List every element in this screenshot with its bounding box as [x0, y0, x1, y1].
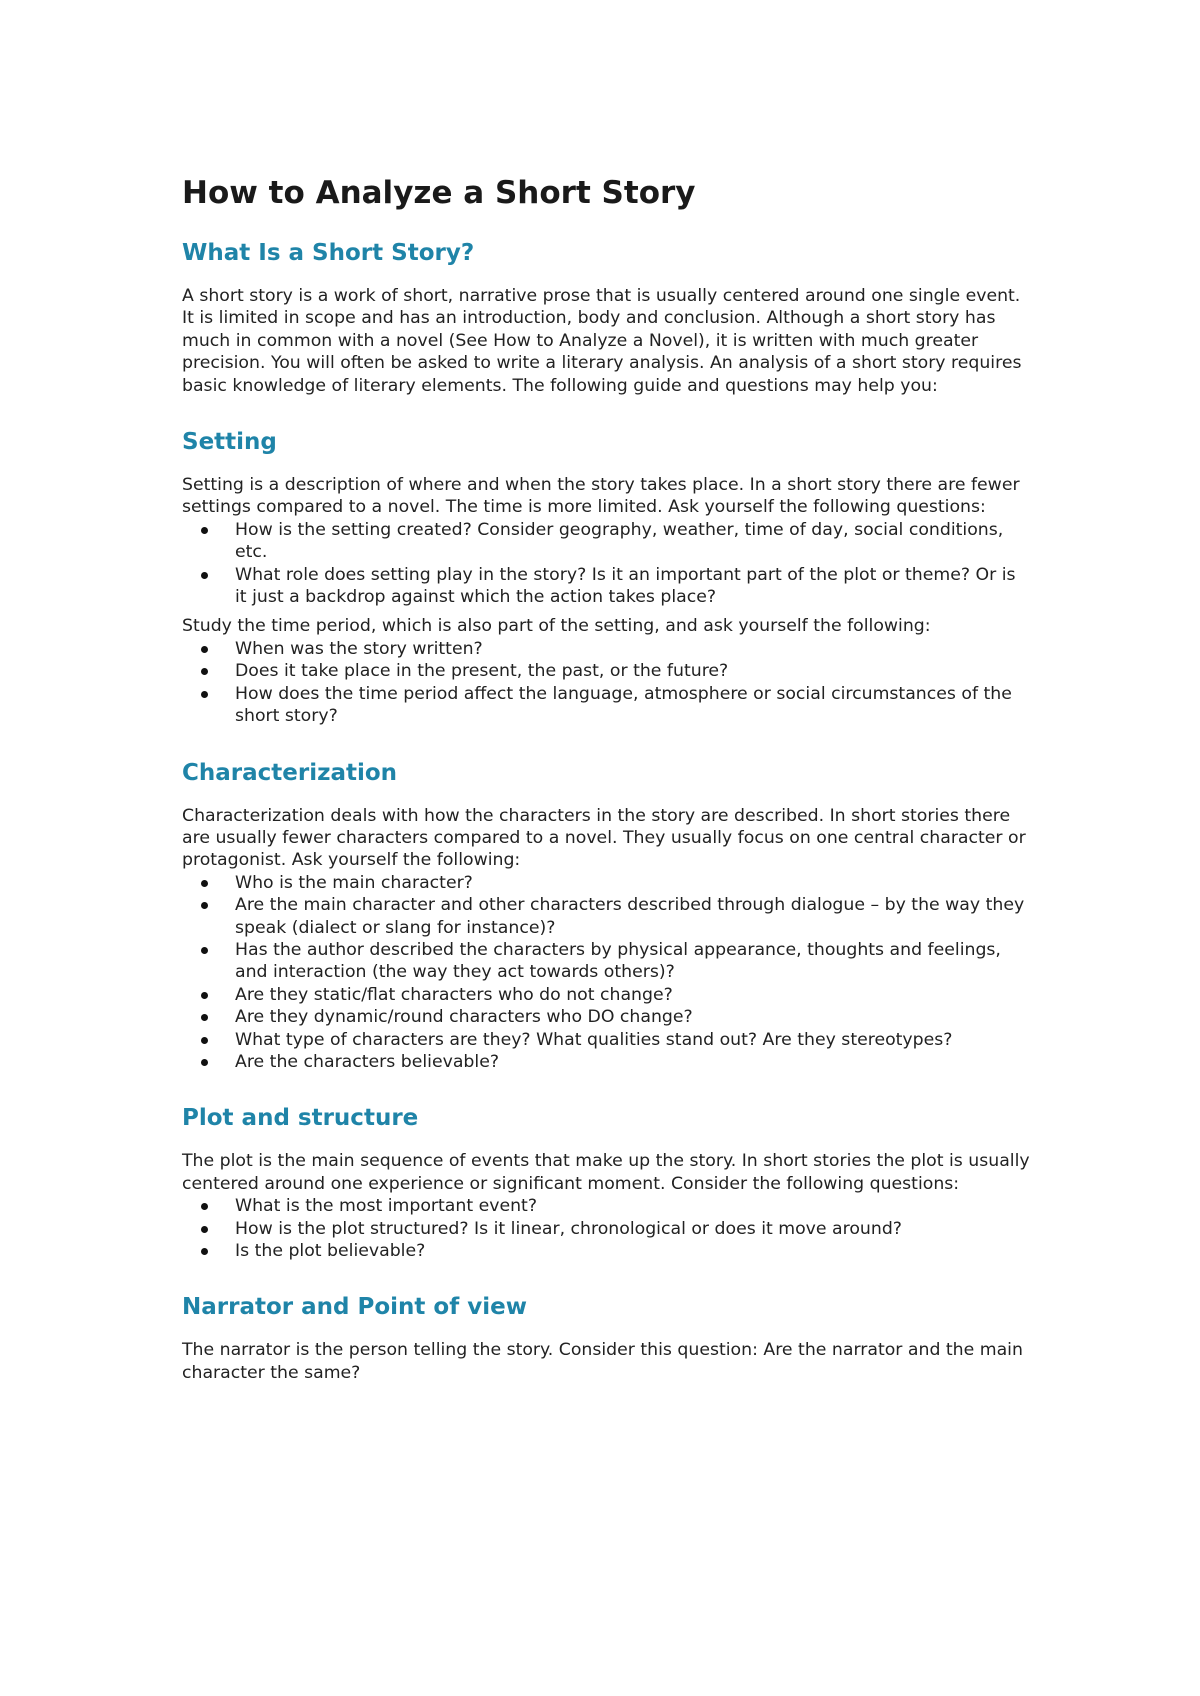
bullet-icon [201, 1226, 208, 1233]
list-item-text: Who is the main character? [235, 872, 473, 893]
section-paragraph: Study the time period, which is also part of the setting, and ask yourself the following: [182, 616, 931, 637]
section-paragraph: Characterization deals with how the characters in the story are described. In short stories there are usually fewer characters compared to a novel. They usually focus on one central character or protagonist. Ask yourself the following: [182, 805, 1026, 871]
section-narrator-point-of-view [182, 1292, 1032, 1384]
list-item-text: Has the author described the characters by physical appearance, thoughts and feelings, and interaction (the way they act towards others)? [235, 939, 1001, 983]
section-setting [182, 427, 1032, 727]
section-what-is-short-story [182, 238, 1032, 397]
list-item [182, 564, 1032, 609]
bullet-list [182, 519, 1032, 609]
section-heading: Characterization [182, 759, 398, 786]
bullet-icon [201, 1059, 208, 1066]
bullet-list [182, 872, 1032, 1074]
bullet-list [182, 638, 1032, 728]
list-item-text: What role does setting play in the story? Is it an important part of the plot or theme? Or is it just a backdrop against which the action takes place? [235, 564, 1016, 608]
bullet-icon [201, 992, 208, 999]
section-heading: Plot and structure [182, 1105, 419, 1132]
list-item [182, 1240, 1032, 1262]
section-plot-structure [182, 1103, 1032, 1262]
list-item-text: How is the setting created? Consider geography, weather, time of day, social conditions, etc. [235, 519, 1004, 563]
bullet-icon [201, 572, 208, 579]
section-paragraph: The plot is the main sequence of events that make up the story. In short stories the plot is usually centered around one experience or significant moment. Consider the following questions: [182, 1151, 1030, 1194]
document-page [182, 172, 1032, 1384]
page-title: How to Analyze a Short Story [182, 175, 696, 211]
list-item-text: Does it take place in the present, the past, or the future? [235, 661, 729, 682]
list-item [182, 1029, 1032, 1051]
bullet-icon [201, 668, 208, 675]
bullet-icon [201, 947, 208, 954]
list-item [182, 519, 1032, 564]
list-item [182, 660, 1032, 682]
list-item-text: Is the plot believable? [235, 1241, 426, 1261]
section-heading: Narrator and Point of view [182, 1294, 527, 1321]
section-paragraph: The narrator is the person telling the story. Consider this question: Are the narrator and the main character the same? [182, 1340, 1023, 1383]
bullet-list [182, 1195, 1032, 1262]
list-item-text: Are they static/flat characters who do not change? [235, 984, 673, 1005]
list-item-text: What type of characters are they? What qualities stand out? Are they stereotypes? [235, 1029, 953, 1050]
list-item-text: Are the main character and other characters described through dialogue – by the way they speak (dialect or slang for instance)? [235, 895, 1025, 938]
list-item [182, 1218, 1032, 1240]
list-item [182, 638, 1032, 660]
list-item [182, 1195, 1032, 1217]
bullet-icon [201, 1248, 208, 1255]
list-item-text: How is the plot structured? Is it linear, chronological or does it move around? [235, 1218, 902, 1239]
bullet-icon [201, 691, 208, 698]
list-item-text: When was the story written? [235, 638, 483, 659]
bullet-icon [201, 527, 208, 534]
list-item [182, 683, 1032, 728]
list-item [182, 894, 1032, 939]
bullet-icon [201, 880, 208, 887]
bullet-icon [201, 1037, 208, 1044]
bullet-icon [201, 1203, 208, 1210]
bullet-icon [201, 646, 208, 653]
list-item [182, 939, 1032, 984]
list-item [182, 1006, 1032, 1028]
list-item-text: Are they dynamic/round characters who DO change? [235, 1007, 693, 1028]
bullet-icon [201, 1014, 208, 1021]
section-paragraph: A short story is a work of short, narrative prose that is usually centered around one single event. It is limited in scope and has an introduction, body and conclusion. Although a short story has much in common with a novel (See How to Analyze a Novel), it is written with much greater precision. You will often be asked to write a literary analysis. An analysis of a short story requires basic knowledge of literary elements. The following guide and questions may help you: [182, 286, 1022, 396]
list-item-text: How does the time period affect the language, atmosphere or social circumstances of the short story? [235, 683, 1012, 727]
section-heading: What Is a Short Story? [182, 240, 475, 266]
list-item-text: What is the most important event? [235, 1196, 537, 1217]
list-item [182, 984, 1032, 1006]
bullet-icon [201, 902, 208, 909]
section-paragraph: Setting is a description of where and when the story takes place. In a short story there are fewer settings compared to a novel. The time is more limited. Ask yourself the following questions: [182, 475, 1020, 518]
list-item [182, 872, 1032, 894]
list-item-text: Are the characters believable? [235, 1051, 500, 1072]
list-item [182, 1051, 1032, 1073]
section-heading: Setting [182, 429, 277, 456]
section-characterization [182, 758, 1032, 1074]
